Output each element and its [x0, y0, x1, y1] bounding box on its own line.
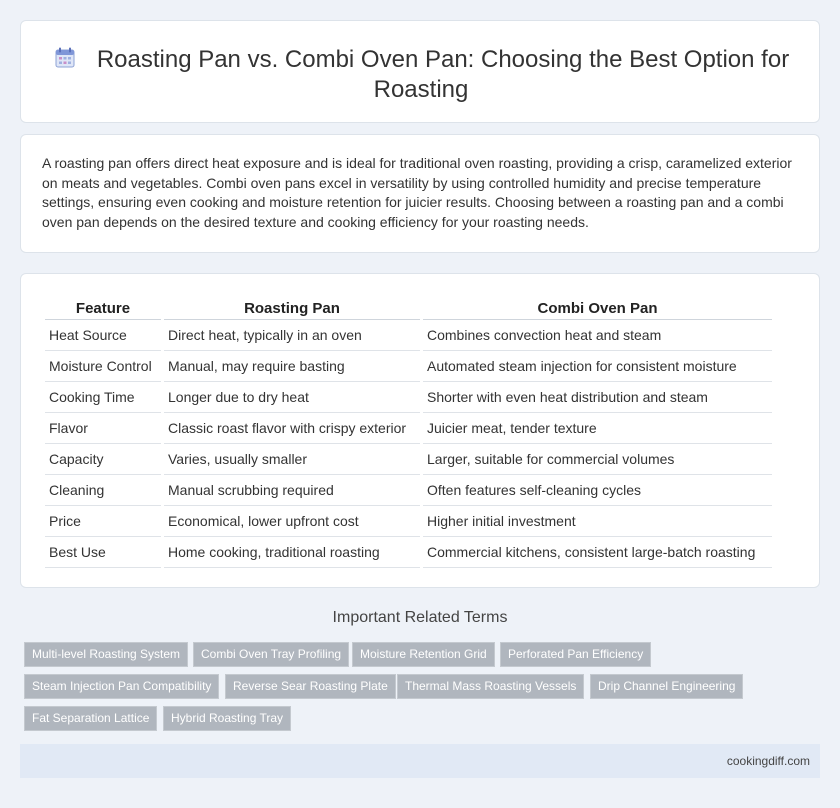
feature-cell: Moisture Control	[45, 351, 161, 382]
footer-site-link[interactable]: cookingdiff.com	[726, 754, 810, 768]
combi-oven-cell: Often features self-cleaning cycles	[423, 475, 772, 506]
roasting-pan-cell: Manual scrubbing required	[164, 475, 420, 506]
roasting-pan-cell: Direct heat, typically in an oven	[164, 320, 420, 351]
tag-multi-level-roasting-system[interactable]: Multi-level Roasting System	[24, 642, 188, 667]
tag-drip-channel-engineering[interactable]: Drip Channel Engineering	[590, 674, 743, 699]
roasting-pan-cell: Longer due to dry heat	[164, 382, 420, 413]
tag-reverse-sear-roasting-plate[interactable]: Reverse Sear Roasting Plate	[225, 674, 396, 699]
roasting-pan-cell: Home cooking, traditional roasting	[164, 537, 420, 568]
feature-cell: Best Use	[45, 537, 161, 568]
header-combi-oven-pan: Combi Oven Pan	[423, 296, 772, 320]
table-row	[45, 351, 772, 382]
footer	[20, 744, 820, 778]
header-roasting-pan: Roasting Pan	[164, 296, 420, 320]
roasting-pan-cell: Economical, lower upfront cost	[164, 506, 420, 537]
table-header-row	[45, 296, 772, 320]
table-row	[45, 413, 772, 444]
tag-steam-injection-pan-compatibility[interactable]: Steam Injection Pan Compatibility	[24, 674, 219, 699]
feature-cell: Capacity	[45, 444, 161, 475]
table-row	[45, 320, 772, 351]
table-row	[45, 537, 772, 568]
combi-oven-cell: Shorter with even heat distribution and steam	[423, 382, 772, 413]
feature-cell: Flavor	[45, 413, 161, 444]
combi-oven-cell: Juicier meat, tender texture	[423, 413, 772, 444]
roasting-pan-cell: Classic roast flavor with crispy exterior	[164, 413, 420, 444]
feature-cell: Price	[45, 506, 161, 537]
comparison-card	[20, 273, 820, 588]
comparison-table	[42, 296, 775, 568]
title-card	[20, 20, 820, 123]
combi-oven-cell: Combines convection heat and steam	[423, 320, 772, 351]
page-title-wrap	[21, 45, 821, 105]
combi-oven-cell: Automated steam injection for consistent moisture	[423, 351, 772, 382]
feature-cell: Heat Source	[45, 320, 161, 351]
combi-oven-cell: Larger, suitable for commercial volumes	[423, 444, 772, 475]
table-row	[45, 444, 772, 475]
tag-perforated-pan-efficiency[interactable]: Perforated Pan Efficiency	[500, 642, 651, 667]
tag-fat-separation-lattice[interactable]: Fat Separation Lattice	[24, 706, 157, 731]
roasting-pan-cell: Varies, usually smaller	[164, 444, 420, 475]
page-title: Roasting Pan vs. Combi Oven Pan: Choosing the Best Option for Roasting	[96, 46, 790, 103]
feature-cell: Cleaning	[45, 475, 161, 506]
feature-cell: Cooking Time	[45, 382, 161, 413]
related-terms-title: Important Related Terms	[332, 609, 508, 626]
calendar-icon	[53, 46, 77, 70]
tag-moisture-retention-grid[interactable]: Moisture Retention Grid	[352, 642, 495, 667]
tag-thermal-mass-roasting-vessels[interactable]: Thermal Mass Roasting Vessels	[397, 674, 584, 699]
table-row	[45, 382, 772, 413]
tag-hybrid-roasting-tray[interactable]: Hybrid Roasting Tray	[163, 706, 291, 731]
combi-oven-cell: Commercial kitchens, consistent large-batch roasting	[423, 537, 772, 568]
table-row	[45, 506, 772, 537]
header-feature: Feature	[45, 296, 161, 320]
roasting-pan-cell: Manual, may require basting	[164, 351, 420, 382]
tag-combi-oven-tray-profiling[interactable]: Combi Oven Tray Profiling	[193, 642, 349, 667]
combi-oven-cell: Higher initial investment	[423, 506, 772, 537]
intro-paragraph: A roasting pan offers direct heat exposure and is ideal for traditional oven roasting, providing a crisp, caramelized exterior on meats and vegetables. Combi oven pans excel in versatility by using controlled humidity and precise temperature settings, ensuring even cooking and moisture retention for juicier results. Choosing between a roasting pan and a combi oven pan depends on the desired texture and cooking efficiency for your roasting needs.	[42, 155, 792, 230]
intro-card	[20, 134, 820, 253]
table-row	[45, 475, 772, 506]
